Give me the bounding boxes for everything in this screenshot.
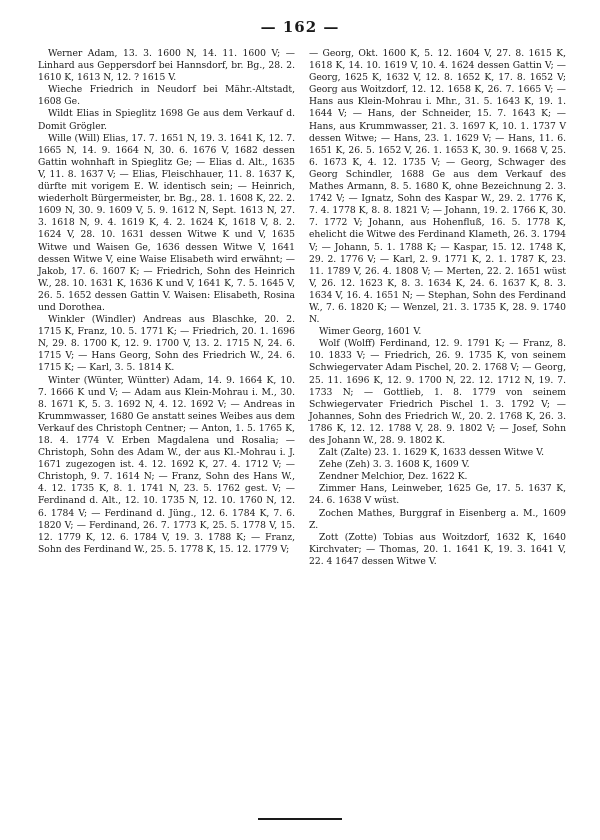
register-entry: Werner Adam, 13. 3. 1600 N, 14. 11. 1600 V; — Linhard aus Geppersdorf bei Hannsdorf, br. Bg., 28. 2. 1610 K, 1613 N, 12. ? 1615 V. [38, 48, 295, 84]
register-entry: Wieche Friedrich in Neudorf bei Mähr.-Altstadt, 1608 Ge. [38, 84, 295, 108]
register-entry: Wimer Georg, 1601 V. [319, 326, 422, 338]
register-entry: Zendner Melchior, Dez. 1622 K. [319, 471, 468, 483]
register-entry: Zimmer Hans, Leinweber, 1625 Ge, 17. 5. 1637 K, 24. 6. 1638 V wüst. [309, 483, 566, 507]
register-entry: Wildt Elias in Spieglitz 1698 Ge aus dem Verkauf d. Domit Grögler. [38, 108, 295, 132]
register-entry: — Georg, Okt. 1600 K, 5. 12. 1604 V, 27. 8. 1615 K, 1618 K, 14. 10. 1619 V, 10. 4. 1624 dessen Gattin V; — Georg, 1625 K, 1632 V, 12. 8. 1652 K, 17. 8. 1652 V; Georg aus Woitzdorf, 12. 12. 1658 K, 26. 7. 1665 V; — Hans aus Klein-Mohrau i. Mhr., 31. 5. 1643 K, 19. 1. 1644 V; — Hans, der Schneider, 15. 7. 1643 K; — Hans, aus Krummwasser, 21. 3. 1697 K, 10. 1. 1737 V dessen Witwe; — Hans, 23. 1. 1629 V; — Hans, 11. 6. 1651 K, 26. 5. 1652 V, 26. 1. 1653 K, 30. 9. 1668 V, 25. 6. 1673 K, 4. 12. 1735 V; — Georg, Schwager des Georg Schindler, 1688 Ge aus dem Verkauf des Mathes Armann, 8. 5. 1680 K, ohne Bezeichnung 2. 3. 1742 V; — Ignatz, Sohn des Kaspar W., 29. 2. 1776 K, 7. 4. 1778 K, 8. 8. 1821 V; — Johann, 19. 2. 1766 K, 30. 7. 1772 V; Johann, aus Hohenfluß, 16. 5. 1778 K, ehelicht die Witwe des Ferdinand Klameth, 26. 3. 1794 V; — Johann, 5. 1. 1788 K; — Kaspar, 15. 12. 1748 K, 29. 2. 1776 V; — Karl, 2. 9. 1771 K, 2. 1. 1787 K, 23. 11. 1789 V, 26. 4. 1808 V; — Merten, 22. 2. 1651 wüst V, 26. 12. 1623 K, 8. 3. 1634 K, 24. 6. 1637 K, 8. 3. 1634 V, 16. 4. 1651 N; — Stephan, Sohn des Ferdinand W., 7. 6. 1820 K; — Wenzel, 21. 3. 1735 K, 28. 9. 1740 N. [309, 48, 567, 326]
left-column [38, 48, 295, 808]
page-number: — 162 — [260, 18, 340, 36]
register-entry: Wille (Will) Elias, 17. 7. 1651 N, 19. 3. 1641 K, 12. 7. 1665 N, 14. 9. 1664 N, 30. 6. 1676 V, 1682 dessen Gattin wohnhaft in Spieglitz Ge; — Elias d. Alt., 1635 V, 11. 8. 1637 V; — Elias, Fleischhauer, 11. 8. 1637 K, dürfte mit vorigem E. W. identisch sein; — Heinrich, wiederholt Bürgermeister, br. Bg., 28. 1. 1608 K, 22. 2. 1609 N, 30. 9. 1609 V, 5. 9. 1612 N, Sept. 1613 N, 27. 3. 1618 N, 9. 4. 1619 K, 4. 2. 1624 K, 1618 V, 8. 2. 1624 V, 28. 10. 1631 dessen Witwe K und V, 1635 Witwe und Waisen Ge, 1636 dessen Witwe V, 1641 dessen Witwe V, eine Waise Elisabeth wird erwähnt; — Jakob, 17. 6. 1607 K; — Friedrich, Sohn des Heinrich W., 28. 10. 1631 K, 1636 K und V, 1641 K, 7. 5. 1645 V, 26. 5. 1652 dessen Gattin V. Waisen: Elisabeth, Rosina und Dorothea. [38, 132, 295, 313]
register-entry: Winkler (Windler) Andreas aus Blaschke, 20. 2. 1715 K, Franz, 10. 5. 1771 K; — Friedrich, 20. 1. 1696 N, 29. 8. 1700 K, 12. 9. 1700 V, 13. 2. 1715 N, 24. 6. 1715 V; — Hans Georg, Sohn des Friedrich W., 24. 6. 1715 K; — Karl, 3. 5. 1814 K. [38, 314, 295, 374]
register-entry: Zalt (Zalte) 23. 1. 1629 K, 1633 dessen Witwe V. [319, 447, 545, 459]
register-entry: Wolf (Wolff) Ferdinand, 12. 9. 1791 K; — Franz, 8. 10. 1833 V; — Friedrich, 26. 9. 1735 K, von seinem Schwiegervater Adam Pischel, 20. 2. 1768 V; — Georg, 25. 11. 1696 K, 12. 9. 1700 N, 22. 12. 1712 N, 19. 7. 1733 N; — Gottlieb, 1. 8. 1779 von seinem Schwiegervater Friedrich Pischel 1. 3. 1792 V; — Johannes, Sohn des Friedrich W., 20. 2. 1768 K, 26. 3. 1786 K, 12. 12. 1788 V, 28. 9. 1802 V; — Josef, Sohn des Johann W., 28. 9. 1802 K. [309, 338, 566, 446]
bottom-rule [258, 818, 342, 820]
register-entry: Winter (Wünter, Wüntter) Adam, 14. 9. 1664 K, 10. 7. 1666 K und V; — Adam aus Klein-Mohrau i. M., 30. 8. 1671 K, 5. 3. 1692 N, 4. 12. 1692 V; — Andreas in Krummwasser, 1680 Ge anstatt seines Weibes aus dem Verkauf des Christoph Centner; — Anton, 1. 5. 1765 K, 18. 4. 1774 V. Erben Magdalena und Rosalia; — Christoph, Sohn des Adam W., der aus Kl.-Mohrau i. J. 1671 zugezogen ist. 4. 12. 1692 K, 27. 4. 1712 V; — Christoph, 9. 7. 1614 N; — Franz, Sohn des Hans W., 4. 12. 1735 K, 8. 1. 1741 N, 23. 5. 1762 gest. V; — Ferdinand d. Alt., 12. 10. 1735 N, 12. 10. 1760 N, 12. 6. 1784 V; — Ferdinand d. Jüng., 12. 6. 1784 K, 7. 6. 1820 V; — Ferdinand, 26. 7. 1773 K, 25. 5. 1778 V, 15. 12. 1779 K, 12. 6. 1784 V, 19. 3. 1788 K; — Franz, Sohn des Ferdinand W., 25. 5. 1778 K, 15. 12. 1779 V; [38, 374, 295, 555]
register-entry: Zehe (Zeh) 3. 3. 1608 K, 1609 V. [319, 459, 470, 471]
right-column [309, 48, 566, 808]
text-columns [38, 48, 566, 808]
register-entry: Zott (Zotte) Tobias aus Woitzdorf, 1632 K, 1640 Kirchvater; — Thomas, 20. 1. 1641 K, 19. 3. 1641 V, 22. 4 1647 dessen Witwe V. [309, 531, 566, 567]
register-entry: Zochen Mathes, Burggraf in Eisenberg a. M., 1609 Z. [309, 507, 566, 531]
